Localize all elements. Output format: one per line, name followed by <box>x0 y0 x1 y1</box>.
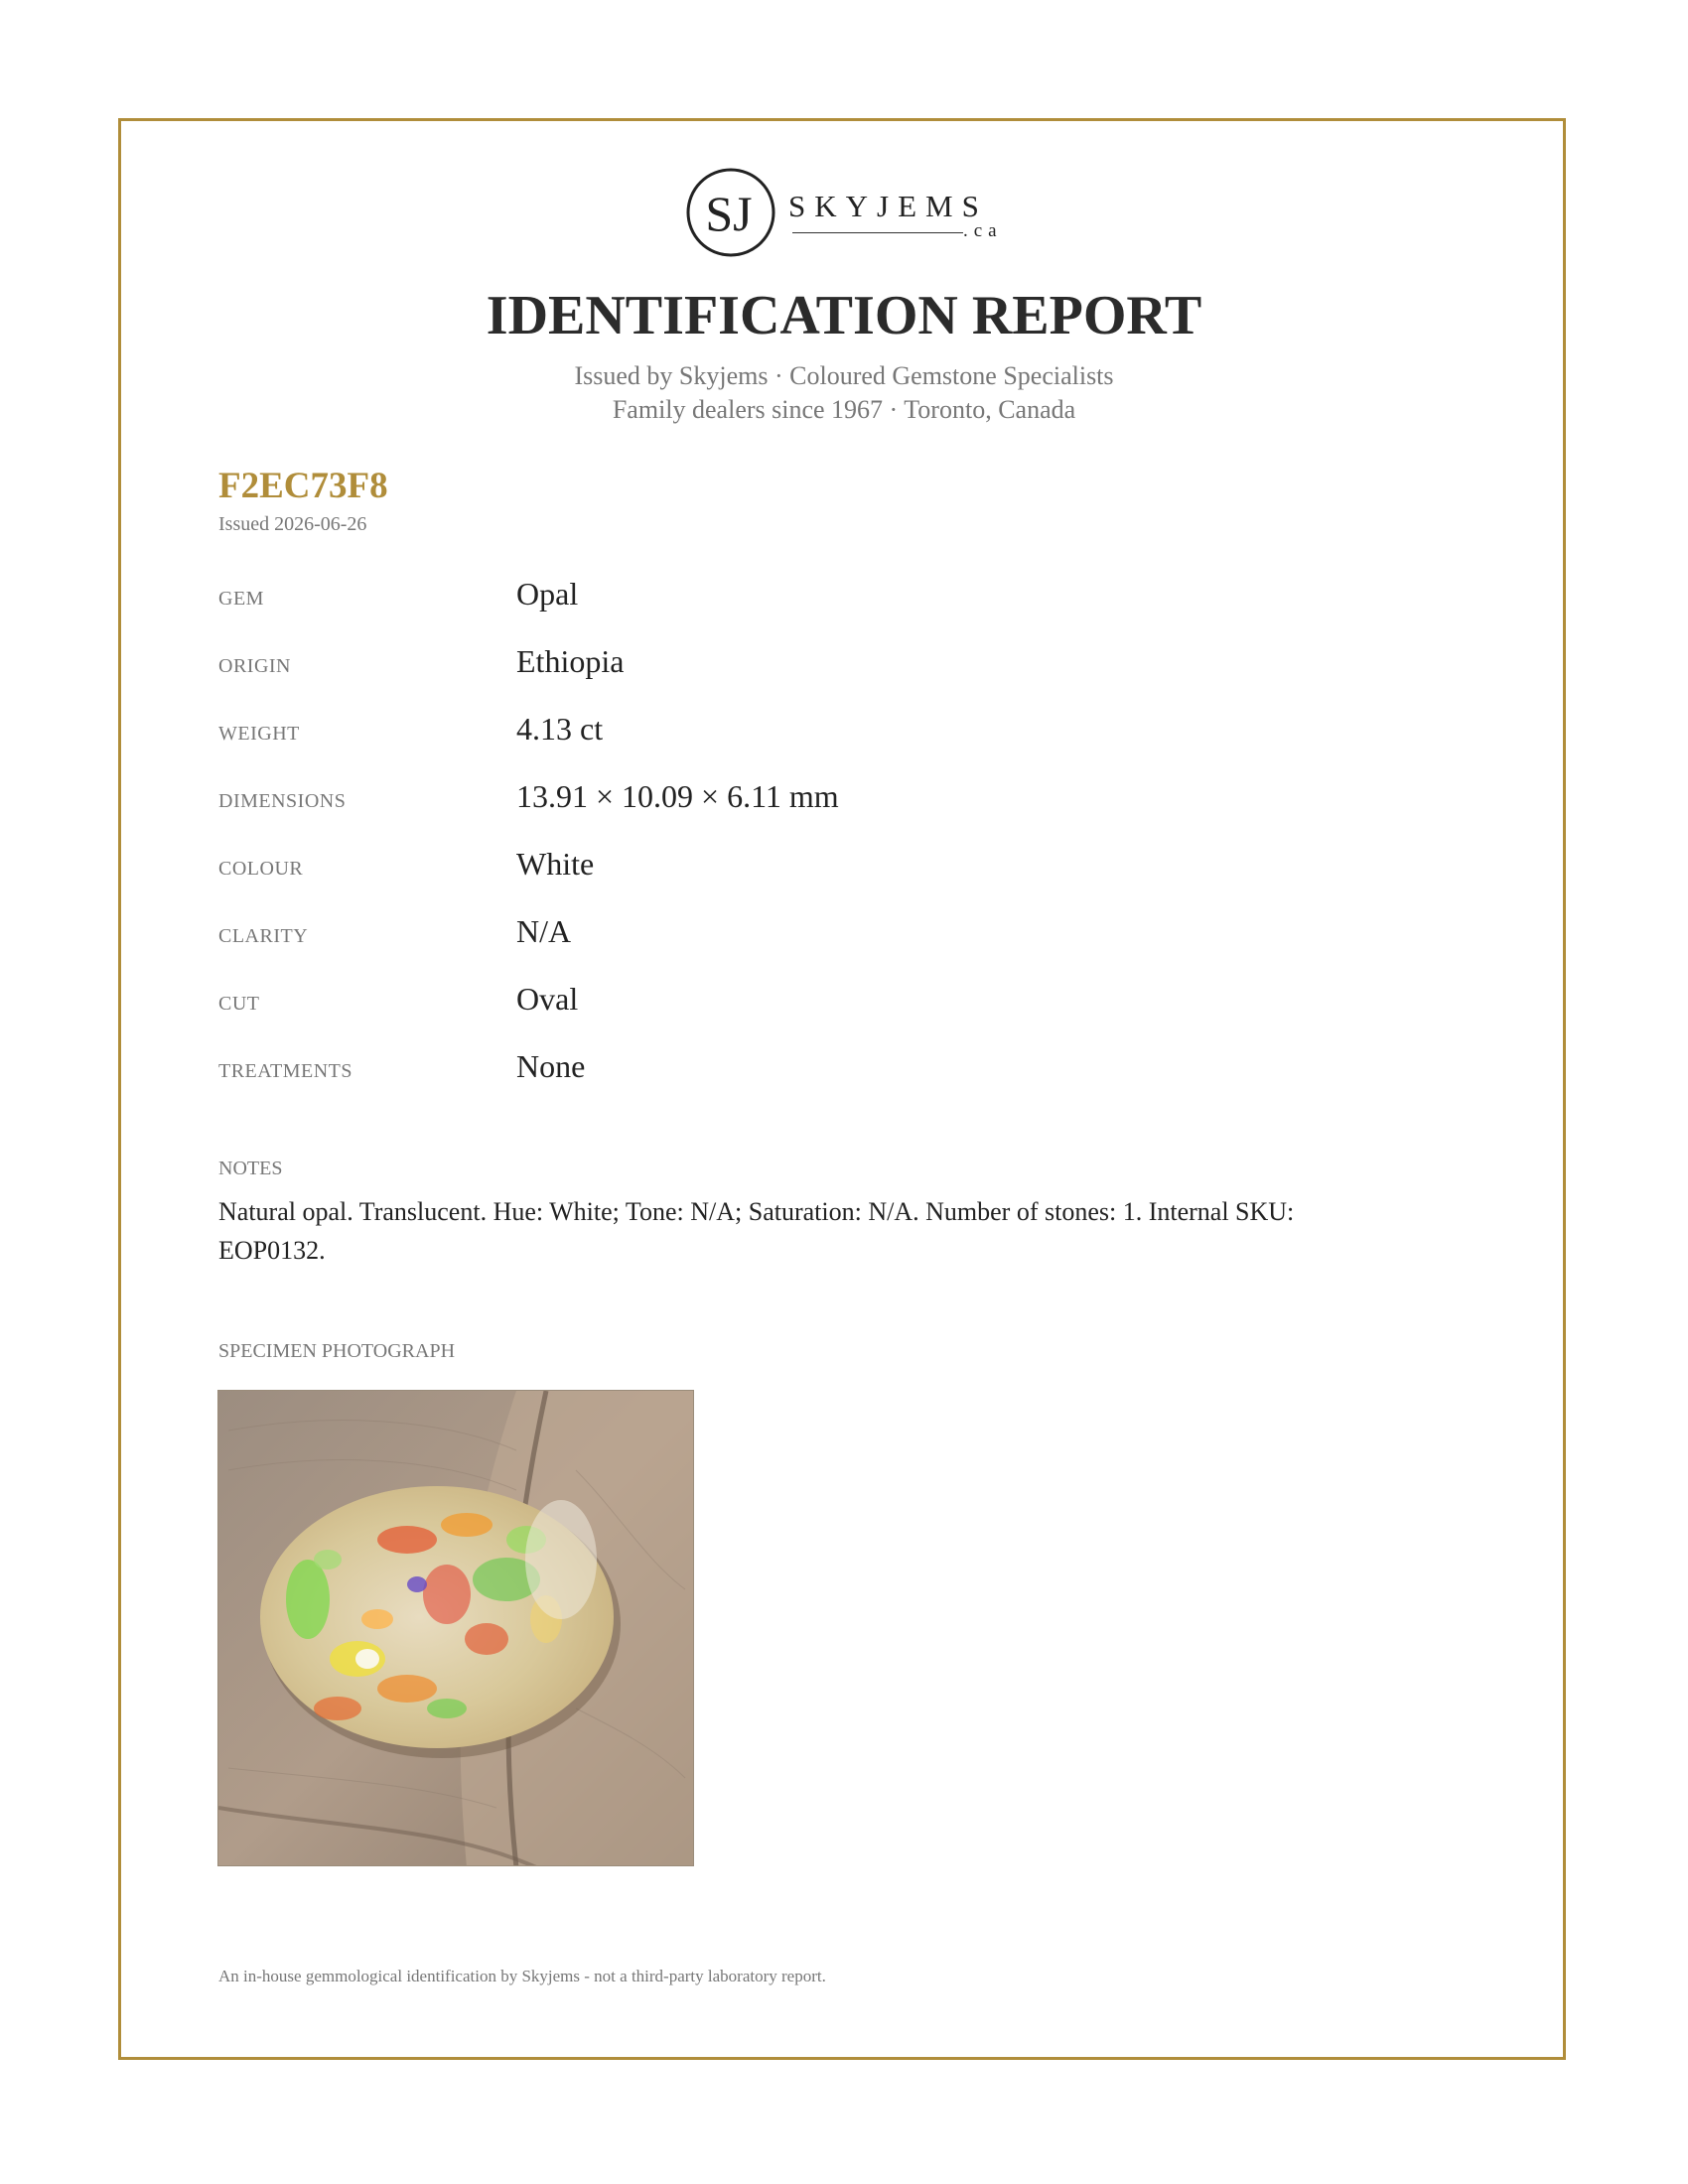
report-id: F2EC73F8 <box>218 466 388 506</box>
monogram-text: SJ <box>705 186 753 241</box>
field-value-dimensions: 13.91 × 10.09 × 6.11 mm <box>516 778 839 814</box>
field-label-dimensions: DIMENSIONS <box>218 790 347 812</box>
brand-name: SKYJEMS <box>788 189 988 223</box>
report-title: IDENTIFICATION REPORT <box>486 285 1202 346</box>
field-label-gem: GEM <box>218 588 264 610</box>
field-label-weight: WEIGHT <box>218 723 300 745</box>
field-value-cut: Oval <box>516 981 579 1017</box>
issuer-line: Issued by Skyjems · Coloured Gemstone Specialists <box>574 361 1114 390</box>
specimen-photograph <box>217 1390 694 1866</box>
field-value-colour: White <box>516 846 595 882</box>
field-label-treatments: TREATMENTS <box>218 1060 352 1082</box>
brand-divider <box>792 232 963 233</box>
sj-monogram-icon <box>685 167 776 258</box>
opal-photo-illustration <box>218 1391 694 1866</box>
disclaimer-footer: An in-house gemmological identification by Skyjems - not a third-party laboratory report. <box>218 1967 826 1985</box>
field-label-origin: ORIGIN <box>218 655 291 677</box>
notes-label: NOTES <box>218 1158 283 1179</box>
field-value-treatments: None <box>516 1048 586 1084</box>
photo-label: SPECIMEN PHOTOGRAPH <box>218 1340 456 1362</box>
field-value-origin: Ethiopia <box>516 643 625 679</box>
field-value-clarity: N/A <box>516 913 572 949</box>
skyjems-logo <box>685 165 1003 264</box>
field-label-colour: COLOUR <box>218 858 304 880</box>
notes-text: Natural opal. Translucent. Hue: White; Tone: N/A; Saturation: N/A. Number of stones: 1. Internal SKU: EOP0132. <box>218 1197 1295 1265</box>
brand-tld: .ca <box>963 220 1003 241</box>
field-label-cut: CUT <box>218 993 260 1015</box>
field-value-gem: Opal <box>516 576 579 612</box>
field-label-clarity: CLARITY <box>218 925 309 947</box>
issue-date: Issued 2026-06-26 <box>218 513 367 535</box>
field-value-weight: 4.13 ct <box>516 711 604 747</box>
dealer-info-line: Family dealers since 1967 · Toronto, Canada <box>612 395 1076 424</box>
